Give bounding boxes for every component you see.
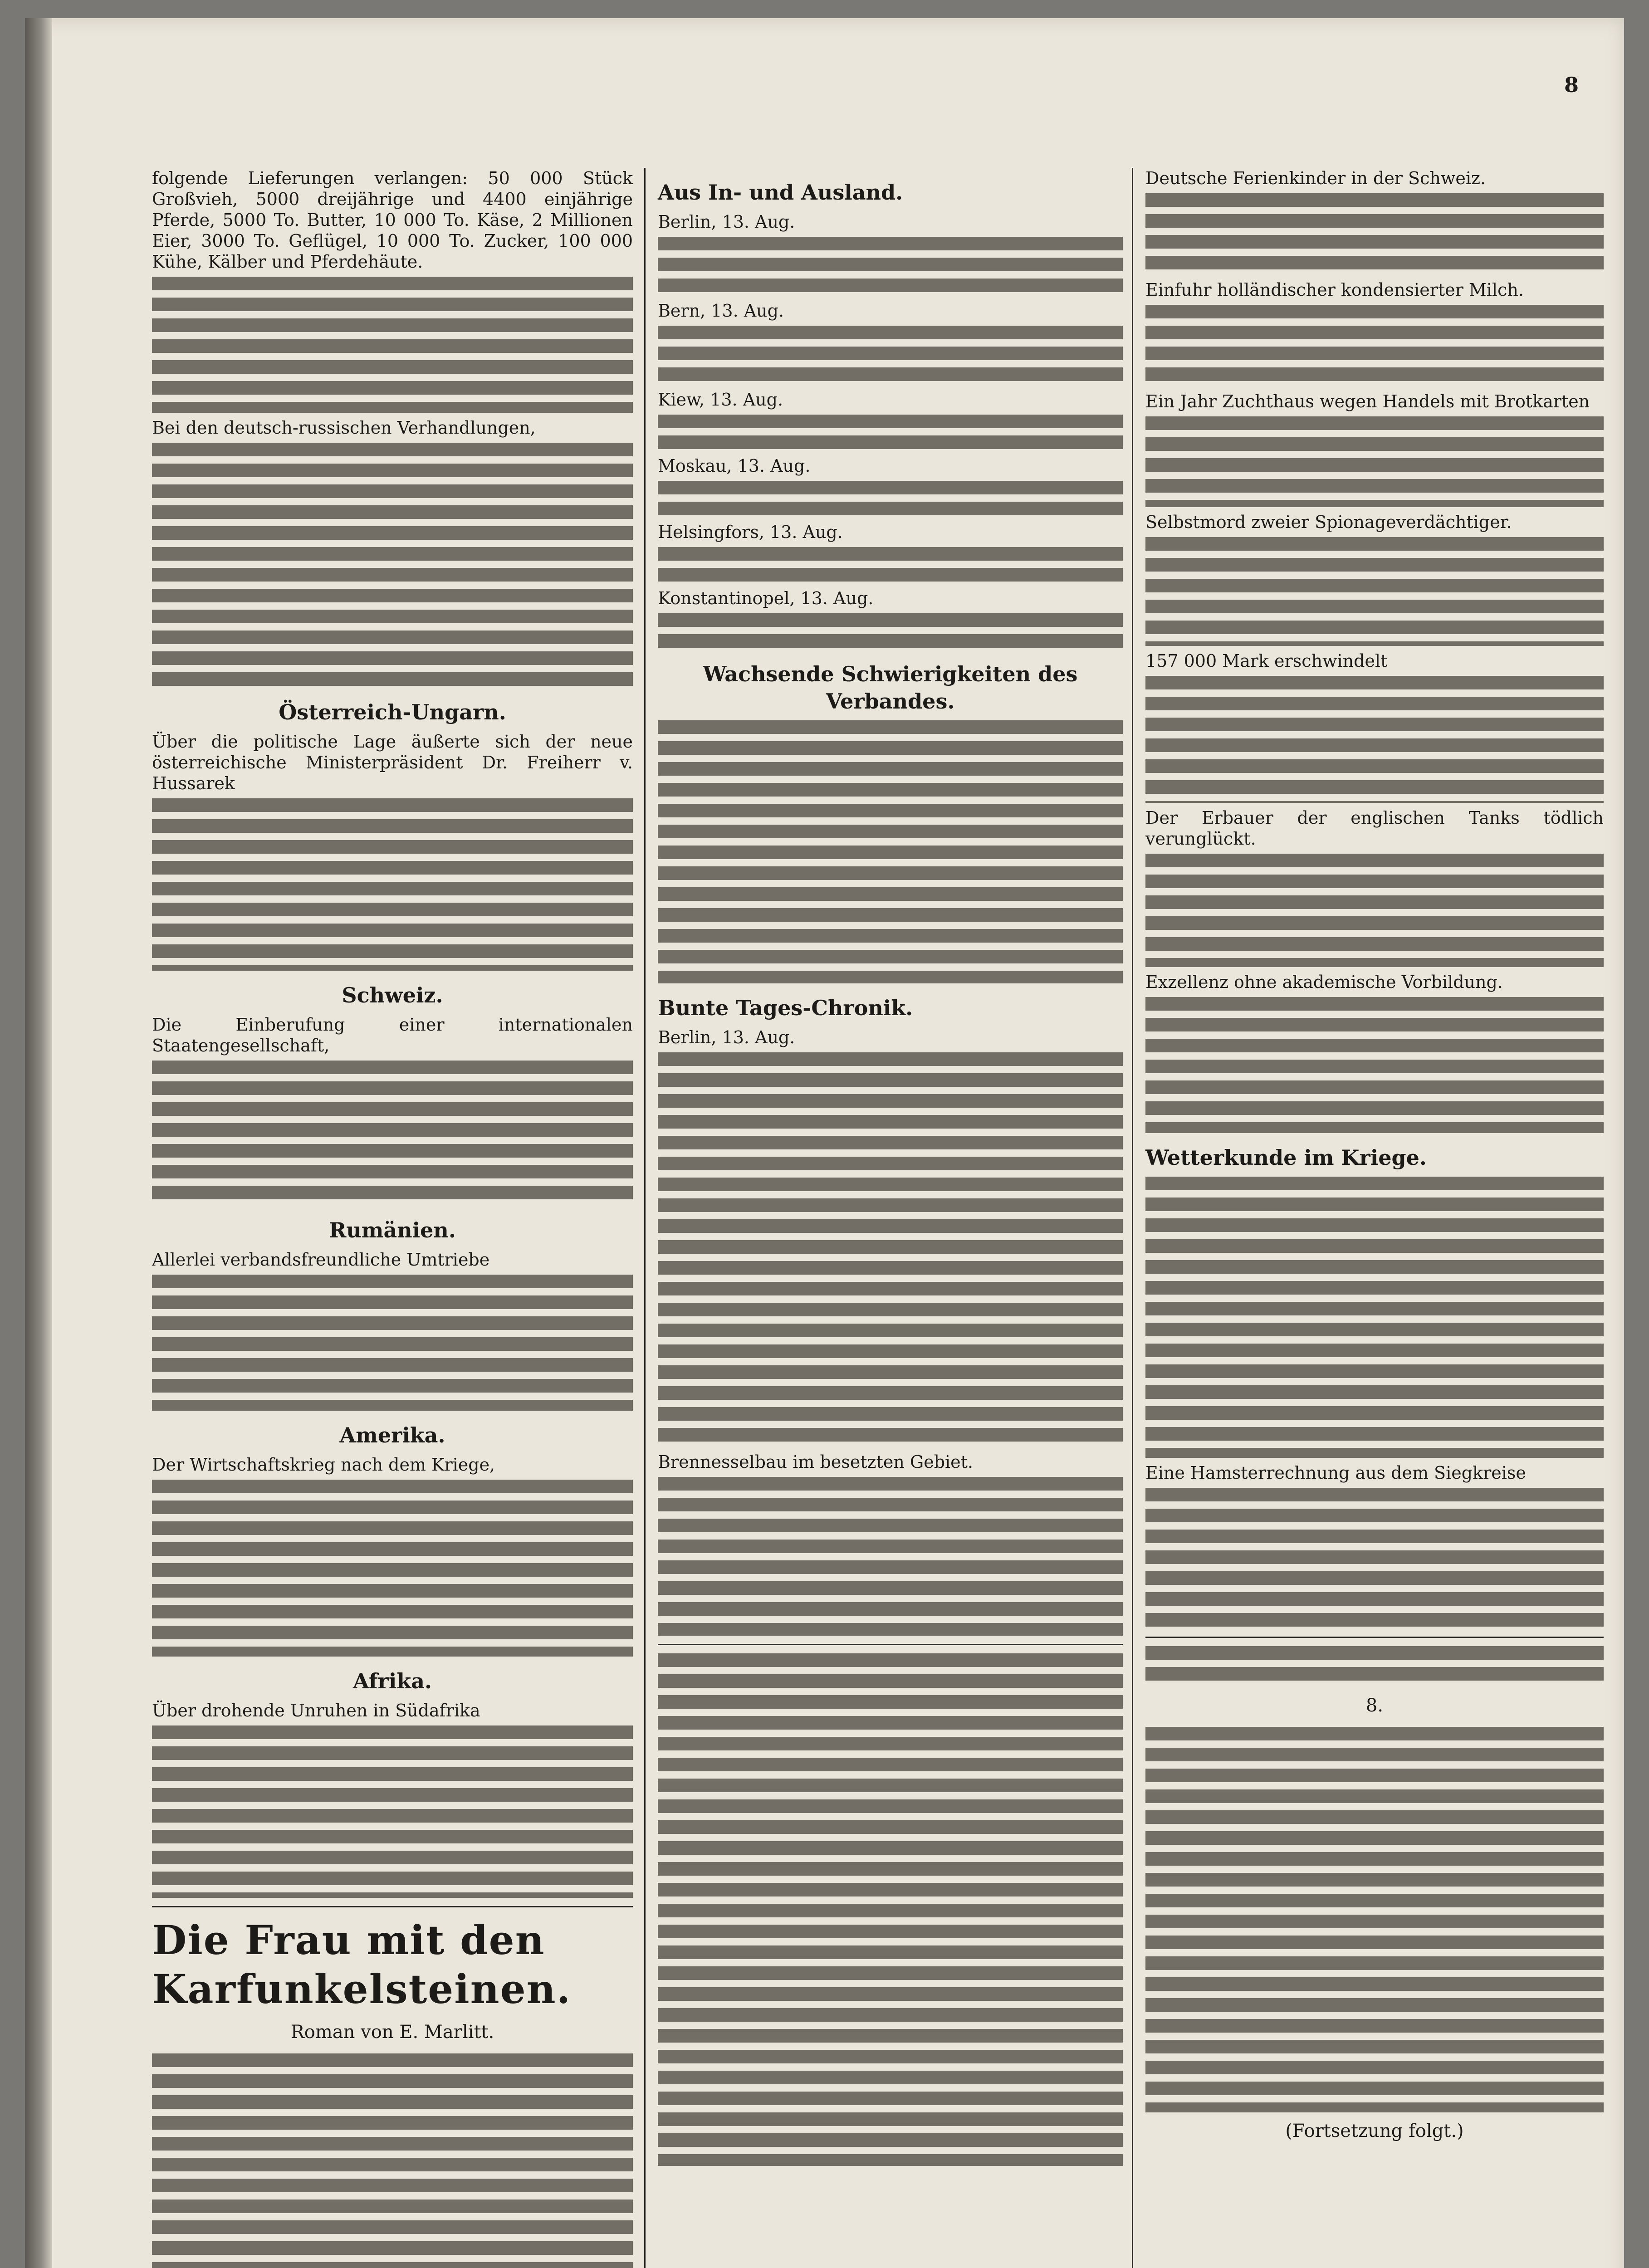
text-block [1145, 537, 1604, 646]
section-heading: Wachsende Schwierigkeiten des Verbandes. [703, 662, 1078, 714]
text-block [152, 1275, 633, 1411]
news-item-lead: Bern, 13. Aug. [658, 301, 784, 321]
text-block [152, 798, 633, 971]
text-block [658, 613, 1123, 650]
news-item-lead: Berlin, 13. Aug. [658, 1027, 795, 1047]
text-block [1145, 416, 1604, 507]
column-3 [1145, 168, 1604, 2268]
novel-text-block [1145, 1646, 1604, 1687]
news-item-lead: Der Erbauer der englischen Tanks tödlich verunglückt. [1145, 808, 1604, 849]
text-block [658, 547, 1123, 583]
novel-byline: Roman von E. Marlitt. [290, 2022, 494, 2043]
divider [152, 1906, 633, 1907]
novel-text-block [152, 2053, 633, 2268]
section-heading: Amerika. [339, 1423, 445, 1447]
news-item-lead: Berlin, 13. Aug. [658, 212, 795, 232]
news-item-lead: Bei den deutsch-russischen Verhandlungen, [152, 418, 536, 438]
news-item-lead: Konstantinopel, 13. Aug. [658, 588, 874, 608]
news-item-lead: Der Wirtschaftskrieg nach dem Kriege, [152, 1455, 495, 1475]
novel-title: Die Frau mit den Karfunkelsteinen. [152, 1916, 572, 2013]
column-2 [658, 168, 1123, 2268]
divider [658, 1644, 1123, 1645]
book-binding-edge [25, 18, 52, 2268]
text-block [1145, 854, 1604, 967]
text-block [152, 1725, 633, 1898]
news-item-lead: Deutsche Ferienkinder in der Schweiz. [1145, 168, 1486, 188]
newspaper-page [25, 18, 1624, 2268]
novel-text-block [1145, 1727, 1604, 2112]
news-item-lead: Kiew, 13. Aug. [658, 390, 783, 410]
text-block [658, 481, 1123, 517]
text-block [658, 237, 1123, 296]
continued-note: (Fortsetzung folgt.) [1285, 2121, 1464, 2141]
news-item-lead: Über die politische Lage äußerte sich der neue österreichische Ministerpräsident Dr. Freiherr v. Hussarek [152, 732, 633, 793]
section-heading: Afrika. [352, 1669, 432, 1693]
page-number: 8 [1564, 73, 1579, 97]
section-heading: Rumänien. [329, 1218, 456, 1242]
section-heading: Wetterkunde im Kriege. [1145, 1145, 1427, 1170]
text-block [152, 277, 633, 413]
section-heading: Österreich-Ungarn. [279, 700, 506, 724]
news-item-lead: Selbstmord zweier Spionageverdächtiger. [1145, 512, 1512, 532]
text-block [658, 1477, 1123, 1636]
section-heading: Aus In- und Ausland. [658, 180, 903, 205]
text-block [1145, 1177, 1604, 1458]
section-heading: Bunte Tages-Chronik. [658, 996, 913, 1020]
chapter-number: 8. [1365, 1695, 1384, 1716]
news-item-lead: Brennesselbau im besetzten Gebiet. [658, 1452, 974, 1472]
column-rule [1132, 168, 1133, 2268]
news-item-lead: Einfuhr holländischer kondensierter Milch. [1145, 280, 1524, 300]
column-rule [644, 168, 646, 2268]
text-block [658, 1052, 1123, 1447]
text-block [658, 720, 1123, 983]
news-item-lead: Exzellenz ohne akademische Vorbildung. [1145, 972, 1503, 992]
divider [1145, 1637, 1604, 1638]
text-block [1145, 193, 1604, 275]
section-heading: Schweiz. [342, 983, 443, 1007]
news-item-lead: Allerlei verbandsfreundliche Umtriebe [152, 1250, 490, 1270]
text-block [152, 1480, 633, 1657]
text-block [1145, 305, 1604, 386]
novel-text-block [658, 1653, 1123, 2166]
news-item-lead: Moskau, 13. Aug. [658, 456, 811, 476]
news-item-lead: Die Einberufung einer internationalen Staatengesellschaft, [152, 1015, 633, 1056]
text-block [658, 415, 1123, 451]
text-block [658, 326, 1123, 385]
text-block [1145, 676, 1604, 803]
news-item-lead: Helsingfors, 13. Aug. [658, 522, 843, 542]
text-block [152, 1061, 633, 1206]
column-1 [152, 168, 633, 2268]
news-item-lead: Ein Jahr Zuchthaus wegen Handels mit Brotkarten [1145, 391, 1590, 411]
news-item-lead: Eine Hamsterrechnung aus dem Siegkreise [1145, 1463, 1526, 1483]
text-block [152, 443, 633, 688]
news-item-lead: 157 000 Mark erschwindelt [1145, 651, 1388, 671]
text-block [1145, 1488, 1604, 1628]
news-item-lead: Über drohende Unruhen in Südafrika [152, 1701, 480, 1721]
opening-text: folgende Lieferungen verlangen: 50 000 Stück Großvieh, 5000 dreijährige und 4400 einjährige Pferde, 5000 To. Butter, 10 000 To. Käse, 2 Millionen Eier, 3000 To. Geflügel, 10 000 To. Zucker, 100 000 Kühe, Kälber und Pferdehäute. [152, 168, 633, 272]
text-block [1145, 997, 1604, 1133]
